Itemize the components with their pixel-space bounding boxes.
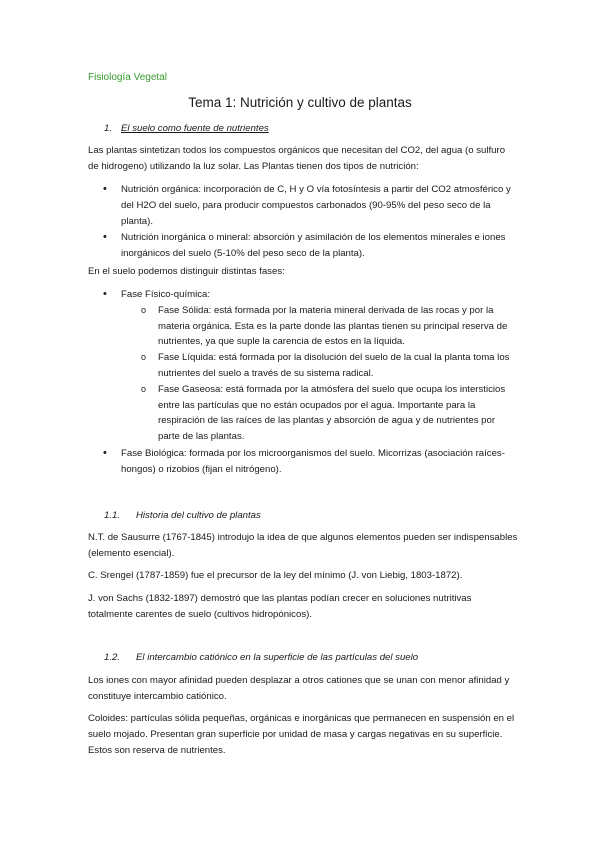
- history-paragraph: J. von Sachs (1832-1897) demostró que las plantas podían crecer en soluciones nutritivas totalmente carentes de suelo (cultivos hidropónicos).: [88, 593, 472, 620]
- section-number: 1.: [104, 123, 113, 134]
- history-paragraph: C. Srengel (1787-1859) fue el precursor de la ley del mínimo (J. von Liebig, 1803-1872).: [88, 570, 463, 581]
- history-paragraph: N.T. de Sausurre (1767-1845) introdujo la idea de que algunos elementos pueden ser indispensables (elemento esencial).: [88, 532, 518, 559]
- exchange-paragraph: Los iones con mayor afinidad pueden desplazar a otros cationes que se unan con menor afinidad y constituye intercambio catiónico.: [88, 675, 510, 702]
- list-item: • Nutrición orgánica: incorporación de C, H y O vía fotosíntesis a partir del CO2 atmosférico y del H2O del suelo, para producir compuestos carbonados (90-95% del peso seco de la planta).: [88, 182, 518, 229]
- exchange-paragraph: Coloides: partículas sólida pequeñas, orgánicas e inorgánicas que permanecen en suspensión en el suelo mojado. Presentan gran superficie por unidad de masa y cargas negativas en su superficie. Estos son reserva de nutrientes.: [88, 713, 515, 756]
- section-heading-1-2: [104, 652, 418, 663]
- subphases-list: [121, 303, 518, 445]
- section-number: 1.1.: [104, 510, 121, 521]
- section-heading-1-1: [104, 510, 261, 521]
- section-title: El intercambio catiónico en la superficie de las partículas del suelo: [136, 652, 419, 663]
- nutrition-list: [88, 182, 518, 263]
- section-title: El suelo como fuente de nutrientes: [121, 123, 269, 134]
- phase-label: Fase Físico-química:: [121, 289, 211, 300]
- list-item: o Fase Gaseosa: está formada por la atmósfera del suelo que ocupa los intersticios entre las partículas que no están ocupados por el agua. Importante para la respiración de las raíces de las plantas y absorción de agua y de nutrientes por parte de las plantas.: [121, 382, 518, 445]
- list-item: • Nutrición inorgánica o mineral: absorción y asimilación de los elementos minerales e iones inorgánicos del suelo (5-10% del peso seco de la planta).: [88, 230, 518, 262]
- page-title: Tema 1: Nutrición y cultivo de plantas: [188, 95, 412, 110]
- list-item: o Fase Líquida: está formada por la disolución del suelo de la cual la planta toma los nutrientes del suelo a través de su sistema radical.: [121, 350, 518, 382]
- intro-paragraph: Las plantas sintetizan todos los compuestos orgánicos que necesitan del CO2, del agua (o sulfuro de hidrogeno) utilizando la luz solar. Las Plantas tienen dos tipos de nutrición:: [88, 145, 506, 172]
- section-number: 1.2.: [104, 652, 121, 663]
- list-item: • Fase Biológica: formada por los microorganismos del suelo. Micorrizas (asociación raíces-hongos) o rizobios (fijan el nitrógeno).: [88, 446, 518, 478]
- section-heading-1: [104, 123, 269, 134]
- phases-intro: En el suelo podemos distinguir distintas fases:: [88, 266, 285, 277]
- section-title: Historia del cultivo de plantas: [136, 510, 261, 521]
- subject-header: Fisiología Vegetal: [88, 72, 167, 83]
- list-item: o Fase Sólida: está formada por la materia mineral derivada de las rocas y por la materia orgánica. Esta es la parte donde las plantas tienen su principal reserva de nutrientes, ya que suple la carencia de estos en la líquida.: [121, 303, 518, 350]
- phases-list: [88, 287, 518, 479]
- list-item: [88, 287, 518, 445]
